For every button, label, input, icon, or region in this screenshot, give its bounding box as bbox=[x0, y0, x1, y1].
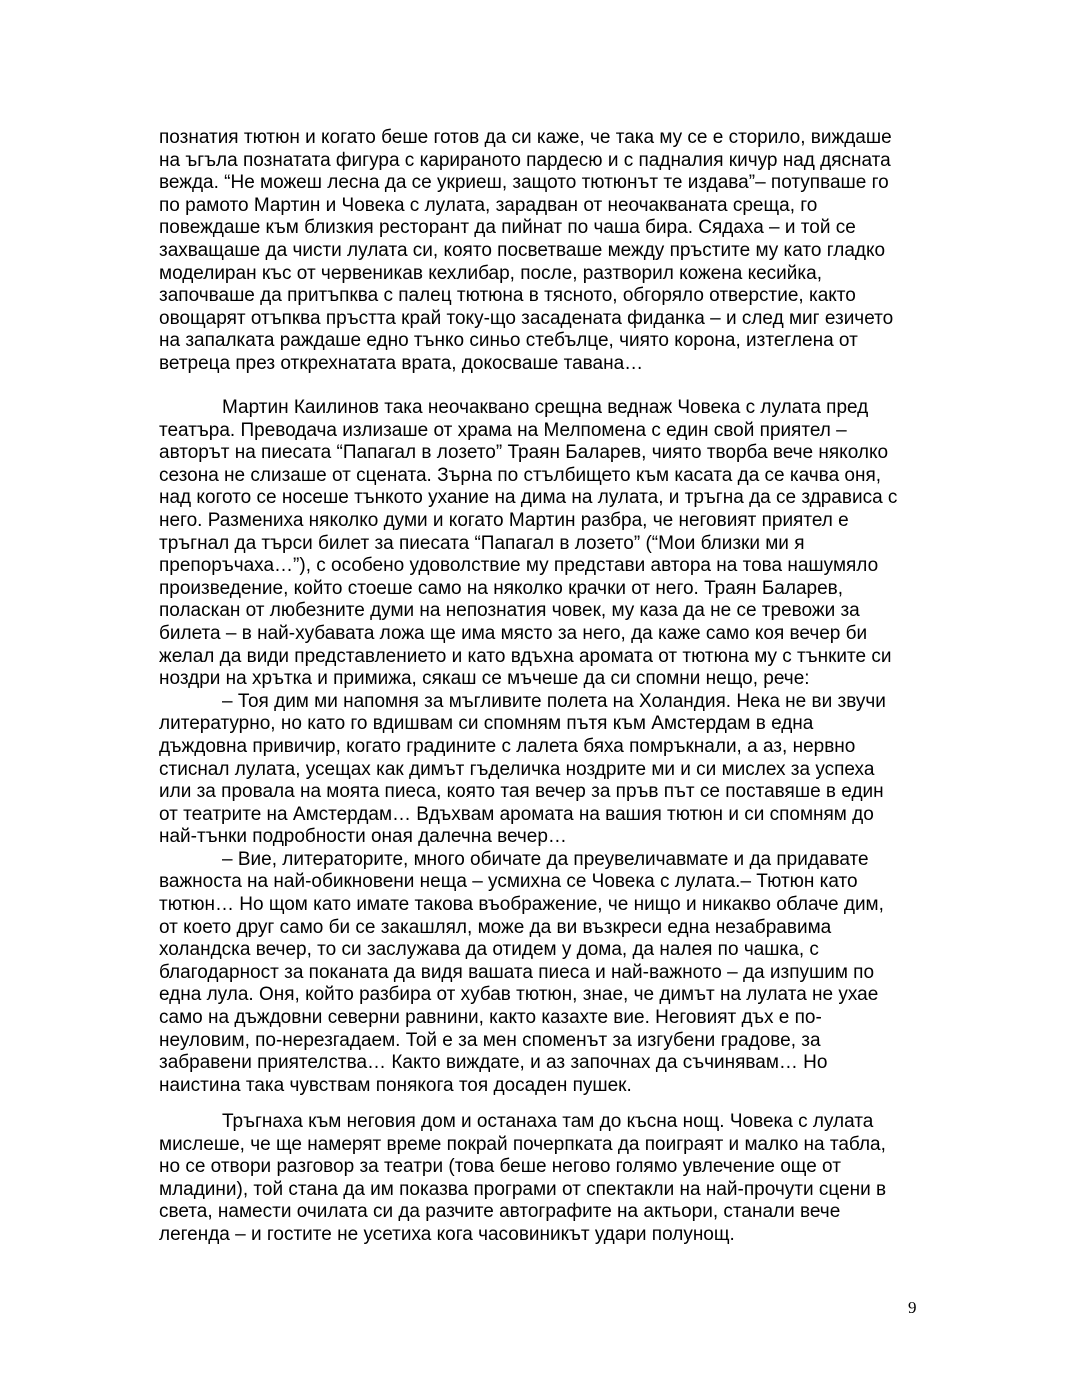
text-line: неуловим, по-нерезгадаем. Той е за мен споменът за изгубени градове, за bbox=[159, 1029, 821, 1051]
text-line: важноста на най-обикновени неща – усмихна се Човека с лулата.– Тютюн като bbox=[159, 871, 858, 893]
paragraph bbox=[159, 691, 921, 849]
text-line: – Вие, литераторите, много обичате да преувеличавмате и да придавате bbox=[222, 848, 869, 870]
text-line: вежда. “Не можеш лесна да се укриеш, защото тютюнът те издава”– потупваше го bbox=[159, 172, 889, 194]
text-line: ветреца през открехнатата врата, докосваше тавана… bbox=[159, 352, 644, 374]
text-line: дъждовна привичир, когато градините с лалета бяха помръкнали, а аз, нервно bbox=[159, 735, 856, 757]
text-line: ноздри на хрътка и примижа, сякаш се мъчеше да си спомни нещо, рече: bbox=[159, 668, 810, 690]
text-line: само на дъждовни северни равнини, както казахте вие. Неговият дъх е по- bbox=[159, 1007, 822, 1029]
text-line: холандска вечер, то си заслужава да отидем у дома, да налея по чашка, с bbox=[159, 939, 819, 961]
text-line: света, намести очилата си да разчите автографите на актьори, станали вече bbox=[159, 1201, 841, 1223]
text-line: или за провала на моята пиеса, която тая вечер за пръв път се поставяше в един bbox=[159, 781, 884, 803]
text-line: Мартин Каилинов така неочаквано срещна веднаж Човека с лулата пред bbox=[222, 397, 869, 418]
text-line: над когото се носеше тънкото ухание на дима на лулата, и тръгна да се здрависа с bbox=[159, 487, 898, 509]
text-line: стиснал лулата, усещах как димът гъделичка ноздрите ми и си мислех за успеха bbox=[159, 758, 875, 780]
text-line: легенда – и гостите не усетиха кога часовиникът удари полунощ. bbox=[159, 1223, 735, 1245]
text-line: билета – в най-хубавата ложа ще има място за него, да каже само коя вечер би bbox=[159, 622, 868, 644]
text-line: забравени приятелства… Както виждате, и аз започнах да съчинявам… Но bbox=[159, 1052, 828, 1074]
paragraph bbox=[159, 1111, 921, 1247]
text-line: от което друг само би се закашлял, може да ви възкреси една незабравима bbox=[159, 916, 832, 938]
text-line: овощарят отъпква пръстта край току-що засадената фиданка – и след миг езичето bbox=[159, 307, 894, 329]
text-section-1 bbox=[159, 127, 921, 376]
paragraph bbox=[159, 127, 921, 376]
paragraph bbox=[159, 849, 921, 1098]
text-line: на запалката раждаше едно тънко синьо стебълце, чиято корона, изтеглена от bbox=[159, 330, 858, 352]
text-line: мислеше, че ще намерят време покрай почерпката да поиграят и малко на табла, bbox=[159, 1133, 886, 1155]
text-section-3 bbox=[159, 1111, 921, 1247]
text-line: на ъгъла познатата фигура с карираното пардесю и с падналия кичур над дясната bbox=[159, 149, 891, 171]
text-line: произведение, който стоеше само на няколко крачки от него. Траян Баларев, bbox=[159, 577, 844, 599]
text-line: Тръгнаха към неговия дом и останаха там до късна нощ. Човека с лулата bbox=[222, 1111, 874, 1132]
text-line: младини), той стана да им показва програми от спектакли на най-прочути сцени в bbox=[159, 1178, 887, 1200]
text-line: познатия тютюн и когато беше готов да си каже, че така му се е сторило, виждаше bbox=[159, 127, 892, 148]
text-section-2 bbox=[159, 397, 921, 1097]
text-line: една лула. Оня, който разбира от хубав тютюн, знае, че димът на лулата не ухае bbox=[159, 984, 879, 1006]
text-line: поласкан от любезните думи на непознатия човек, му каза да не се тревожи за bbox=[159, 600, 860, 622]
text-line: моделиран къс от червеникав кехлибар, после, разтворил кожена кесийка, bbox=[159, 262, 822, 284]
text-line: наистина така чувствам понякога тоя досаден пушек. bbox=[159, 1074, 632, 1096]
text-line: но се отвори разговор за театри (това беше негово голямо увлечение още от bbox=[159, 1156, 841, 1178]
text-line: него. Размениха няколко думи и когато Мартин разбра, че неговият приятел е bbox=[159, 509, 849, 531]
text-line: тютюн… Но щом като имате такова въображение, че нищо и никакво облаче дим, bbox=[159, 894, 884, 916]
text-line: сезона не слизаше от сцената. Зърна по стълбището към касата да се качва оня, bbox=[159, 464, 882, 486]
text-line: най-тънки подробности оная далечна вечер… bbox=[159, 826, 567, 848]
text-line: започваше да притъпква с палец тютюна в тясното, обгоряло отверстие, както bbox=[159, 285, 856, 307]
page-number: 9 bbox=[908, 1298, 917, 1317]
text-line: от театрите на Амстердам… Вдъхвам аромата на вашия тютюн и си спомням до bbox=[159, 803, 874, 825]
text-line: благодарност за поканата да видя вашата пиеса и най-важното – да изпушим по bbox=[159, 961, 875, 983]
text-line: по рамото Мартин и Човека с лулата, зарадван от неочакваната среща, го bbox=[159, 194, 818, 216]
text-line: препоръчаха…”), с особено удоволствие му представи автора на това нашумяло bbox=[159, 555, 879, 577]
text-line: тръгнал да търси билет за пиесата “Папагал в лозето” (“Мои близки ми я bbox=[159, 532, 805, 554]
text-line: повеждаше към близкия ресторант да пийнат по чаша бира. Сядаха – и той се bbox=[159, 217, 856, 239]
text-line: театъра. Преводача излизаше от храма на Мелпомена с един свой приятел – bbox=[159, 419, 847, 441]
text-line: захващаше да чисти лулата си, която посветваше между пръстите му като гладко bbox=[159, 239, 886, 261]
text-line: авторът на пиесата “Папагал в лозето” Траян Баларев, чиято творба вече няколко bbox=[159, 442, 889, 464]
paragraph bbox=[159, 397, 921, 691]
text-line: желал да види представлението и като вдъхна аромата от тютюна му с тънките си bbox=[159, 645, 892, 667]
text-line: – Тоя дим ми напомня за мъгливите полета на Холандия. Нека не ви звучи bbox=[222, 690, 886, 712]
text-line: литературно, но като го вдишвам си спомням пътя към Амстердам в една bbox=[159, 713, 814, 735]
